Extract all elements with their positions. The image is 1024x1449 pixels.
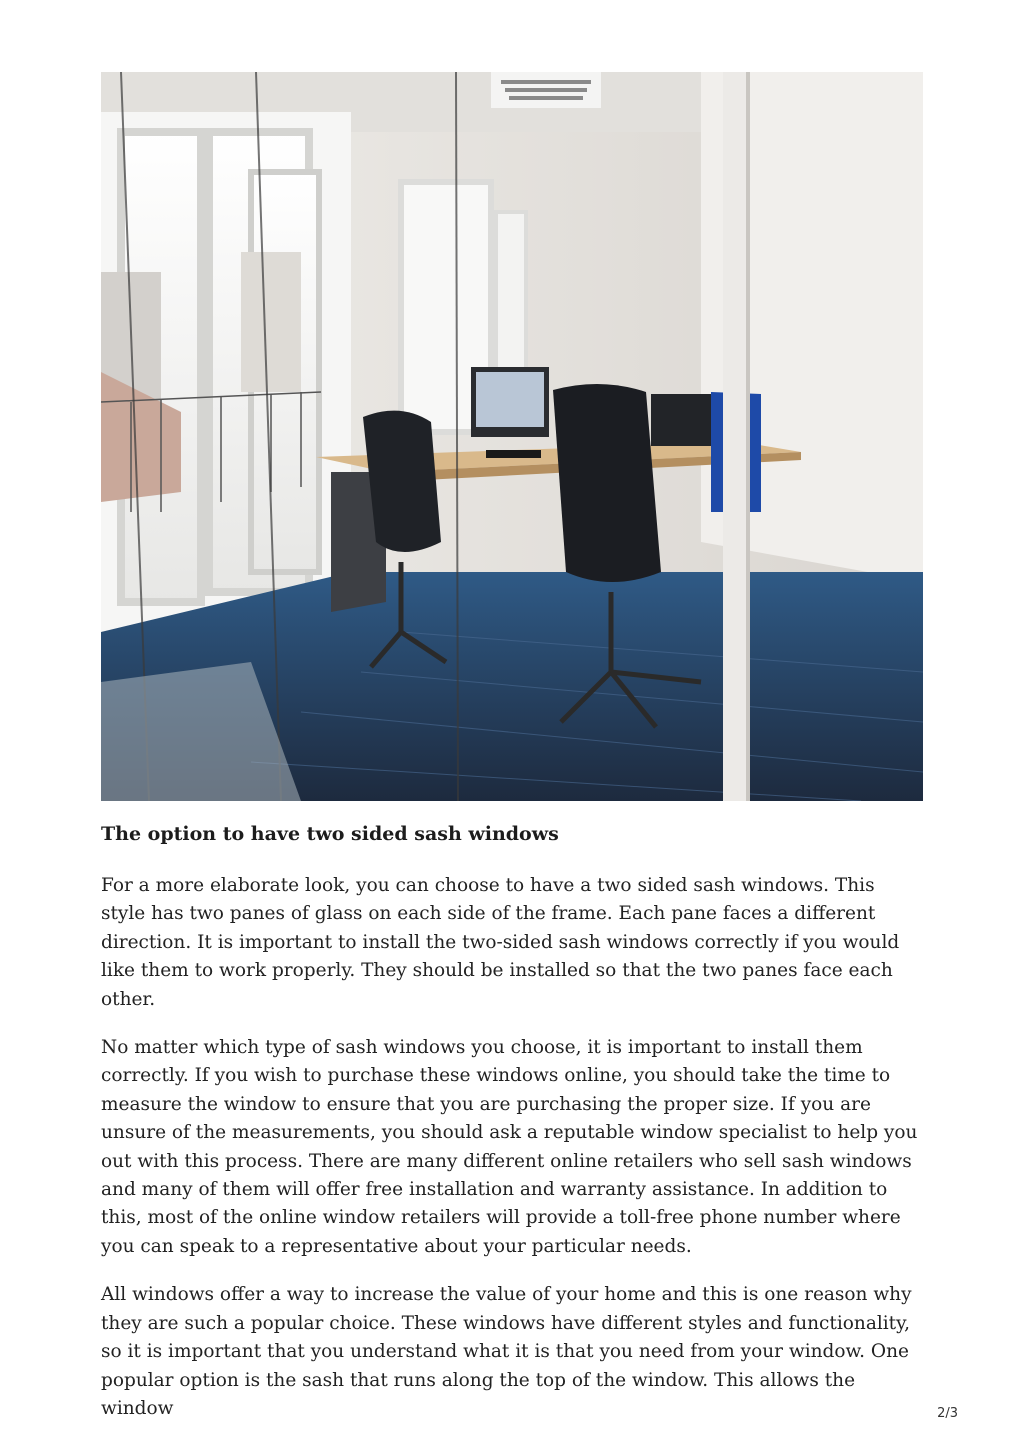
- section-heading: The option to have two sided sash windows: [101, 823, 559, 845]
- office-meeting-room-photo: [101, 72, 923, 801]
- article-body: [101, 820, 923, 1443]
- paragraph: For a more elaborate look, you can choose to have a two sided sash windows. This style has two panes of glass on each side of the frame. Each pane faces a different direction. It is important to install the two-sided sash windows correctly if you would like them to work properly. They should be installed so that the two panes face each other.: [101, 875, 900, 1010]
- paragraph: No matter which type of sash windows you choose, it is important to install them correctly. If you wish to purchase these windows online, you should take the time to measure the window to ensure that you are purchasing the proper size. If you are unsure of the measurements, you should ask a reputable window specialist to help you out with this process. There are many different online retailers who sell sash windows and many of them will offer free installation and warranty assistance. In addition to this, most of the online window retailers will provide a toll-free phone number where you can speak to a representative about your particular needs.: [101, 1037, 918, 1257]
- page-number: 2/3: [937, 1406, 958, 1421]
- paragraph: All windows offer a way to increase the value of your home and this is one reason why they are such a popular choice. These windows have different styles and functionality, so it is important that you understand what it is that you need from your window. One popular option is the sash that runs along the top of the window. This allows the window: [101, 1284, 912, 1419]
